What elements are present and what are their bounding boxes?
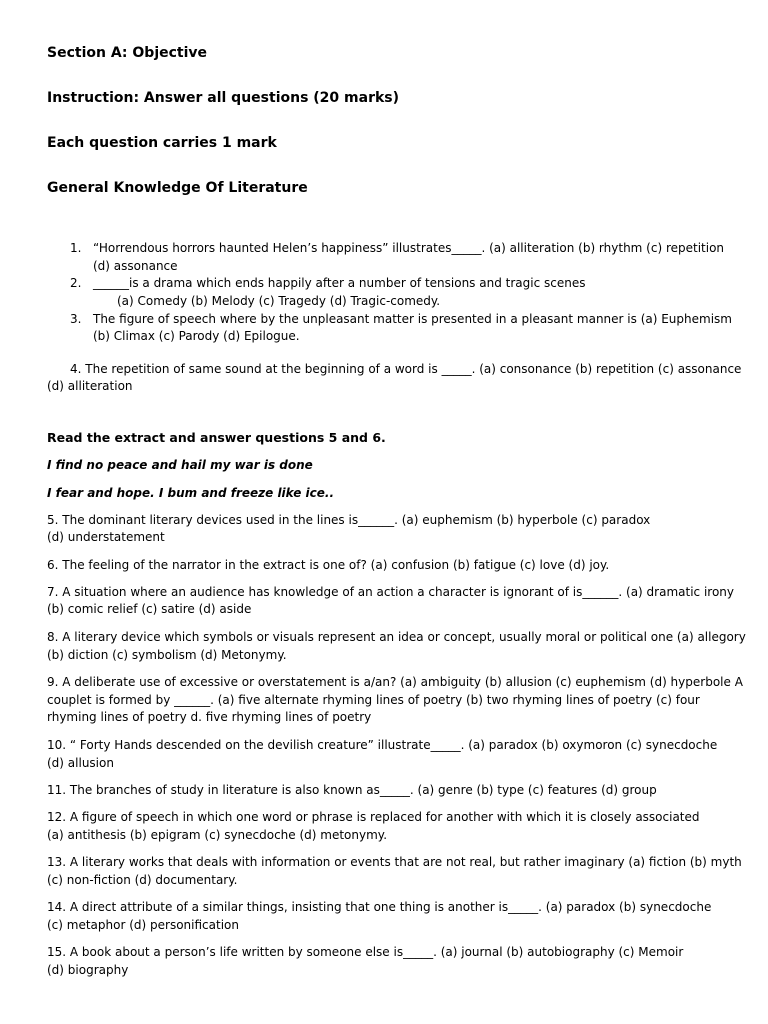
list-item-line: ______is a drama which ends happily after a number of tensions and tragic scenes (93, 276, 586, 290)
list-item-line: The figure of speech where by the unpleasant matter is presented in a pleasant manner is (a) Euphemism (93, 312, 732, 326)
topic-heading: General Knowledge Of Literature (47, 180, 308, 196)
list-item-line: (a) Comedy (b) Melody (c) Tragedy (d) Tragic-comedy. (117, 294, 441, 308)
question-line: 8. A literary device which symbols or visuals represent an idea or concept, usually moral or political one (a) allegory (47, 630, 746, 644)
question-line: 5. The dominant literary devices used in the lines is______. (a) euphemism (b) hyperbole (c) paradox (47, 513, 651, 527)
section-heading: Section A: Objective (47, 45, 208, 61)
question-line: 14. A direct attribute of a similar things, insisting that one thing is another is_____. (a) paradox (b) synecdoche (47, 900, 712, 914)
list-item-line: (d) assonance (93, 259, 178, 273)
question-line: (b) diction (c) symbolism (d) Metonymy. (47, 648, 287, 662)
question-line: (c) metaphor (d) personification (47, 918, 239, 932)
question-line: (c) non-fiction (d) documentary. (47, 873, 238, 887)
question-line: 15. A book about a person’s life written by someone else is_____. (a) journal (b) autobiography (c) Memoir (47, 945, 684, 959)
question-line: 11. The branches of study in literature is also known as_____. (a) genre (b) type (c) features (d) group (47, 783, 657, 797)
question-line: 4. The repetition of same sound at the beginning of a word is _____. (a) consonance (b) repetition (c) assonance (70, 362, 742, 376)
question-line: 12. A figure of speech in which one word or phrase is replaced for another with which it is closely associated (47, 810, 700, 824)
question-line: (b) comic relief (c) satire (d) aside (47, 602, 252, 616)
question-line: couplet is formed by ______. (a) five alternate rhyming lines of poetry (b) two rhyming lines of poetry (c) four (47, 693, 700, 707)
question-line: (a) antithesis (b) epigram (c) synecdoche (d) metonymy. (47, 828, 388, 842)
extract-heading: Read the extract and answer questions 5 and 6. (47, 430, 386, 445)
list-number: 1. (70, 241, 82, 255)
question-line: 13. A literary works that deals with information or events that are not real, but rather imaginary (a) fiction (b) myth (47, 855, 742, 869)
question-line: (d) allusion (47, 756, 114, 770)
question-line: 7. A situation where an audience has knowledge of an action a character is ignorant of is______. (a) dramatic irony (47, 585, 734, 599)
question-line: (d) understatement (47, 530, 165, 544)
extract-line: I find no peace and hail my war is done (47, 458, 313, 472)
question-line: (d) biography (47, 963, 129, 977)
list-number: 3. (70, 312, 82, 326)
extract-line: I fear and hope. I bum and freeze like ice.. (47, 486, 335, 500)
question-line: rhyming lines of poetry d. five rhyming lines of poetry (47, 710, 372, 724)
question-line: (d) alliteration (47, 379, 133, 393)
list-number: 2. (70, 276, 82, 290)
list-item-line: “Horrendous horrors haunted Helen’s happiness” illustrates_____. (a) alliteration (b) rhythm (c) repetition (93, 241, 725, 255)
marks-heading: Each question carries 1 mark (47, 135, 277, 151)
instruction-heading: Instruction: Answer all questions (20 marks) (47, 90, 400, 106)
question-line: 9. A deliberate use of excessive or overstatement is a/an? (a) ambiguity (b) allusion (c) euphemism (d) hyperbole A (47, 675, 743, 689)
list-item-line: (b) Climax (c) Parody (d) Epilogue. (93, 329, 300, 343)
question-line: 10. “ Forty Hands descended on the devilish creature” illustrate_____. (a) paradox (b) oxymoron (c) synecdoche (47, 738, 718, 752)
question-line: 6. The feeling of the narrator in the extract is one of? (a) confusion (b) fatigue (c) love (d) joy. (47, 558, 610, 572)
